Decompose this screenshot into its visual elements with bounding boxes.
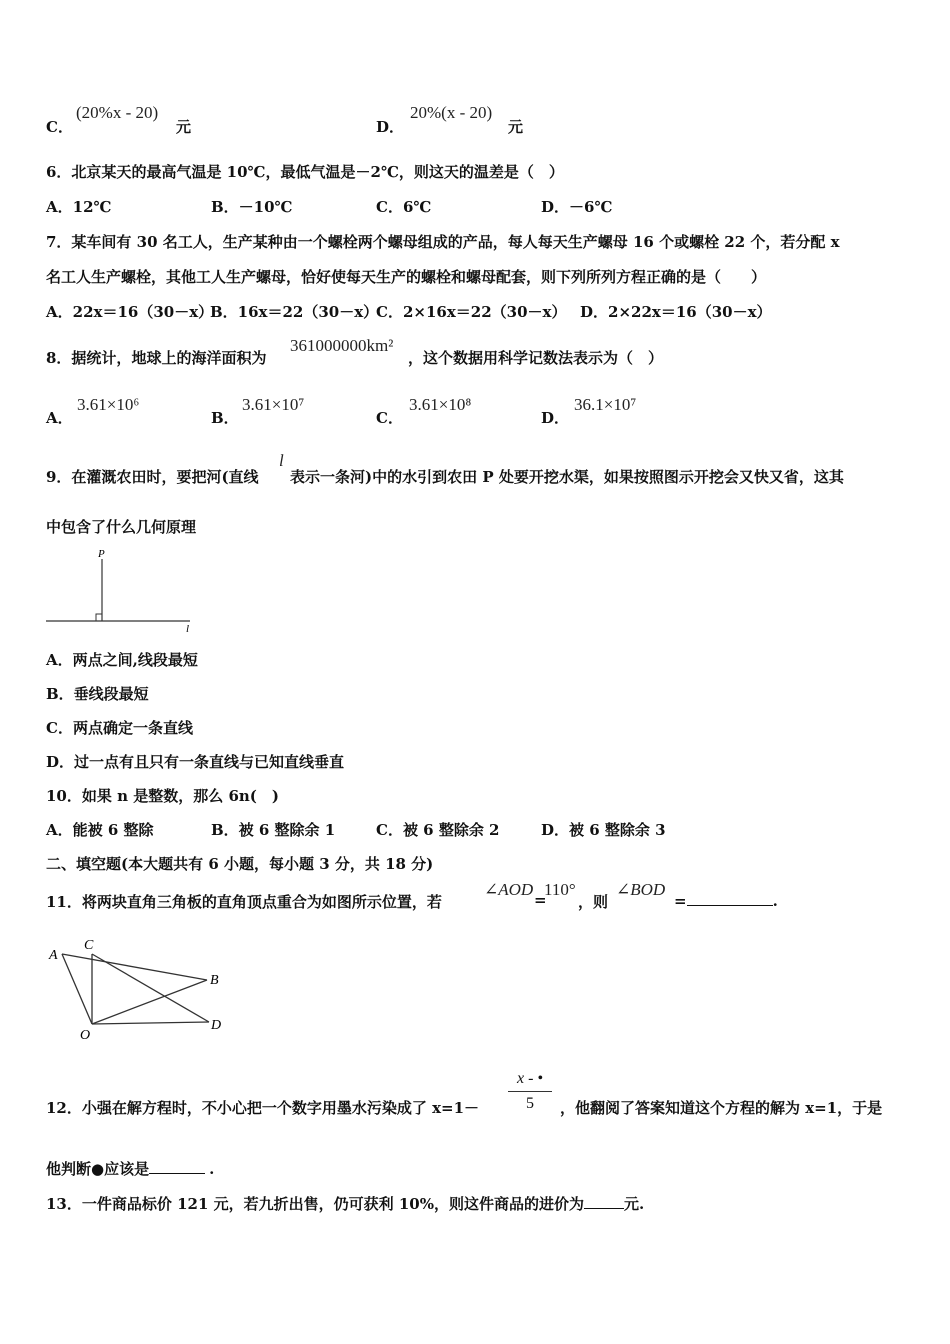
q8-option-c-label: C． [376, 409, 403, 427]
q7-option-b: B．16x＝22（30－x） [210, 303, 379, 321]
q9-stem-variable: l [279, 451, 284, 470]
q10-stem: 10．如果 n 是整数，那么 6n( ) [46, 787, 279, 805]
q8-stem-pre: 8．据统计，地球上的海洋面积为 [46, 349, 267, 367]
q10-option-c: C．被 6 整除余 2 [376, 821, 500, 839]
q11-figure [44, 932, 234, 1044]
q11-end: . [772, 892, 778, 910]
q9-option-c: C．两点确定一条直线 [46, 719, 193, 737]
q7-option-c: C．2×16x＝22（30－x） [376, 303, 567, 321]
q8-stem-value: 361000000km² [290, 336, 394, 355]
segment-cd [92, 954, 209, 1022]
q13-stem-post: 元. [623, 1195, 645, 1213]
q6-stem: 6．北京某天的最高气温是 10℃，最低气温是－2℃，则这天的温差是（ ） [46, 163, 564, 181]
q12-line2-text: 他判断●应该是 [46, 1160, 150, 1178]
point-p-label: P [98, 548, 105, 560]
q7-stem-line2: 名工人生产螺栓，其他工人生产螺母，恰好使每天生产的螺栓和螺母配套，则下列所列方程正确的是（ ） [46, 268, 767, 286]
label-o: O [80, 1028, 91, 1043]
q10-option-a: A．能被 6 整除 [46, 821, 154, 839]
q11-stem-mid: ，则 [578, 893, 609, 911]
q11-answer-blank[interactable] [687, 891, 773, 906]
q13-stem-pre: 13．一件商品标价 121 元，若九折出售，仍可获利 10%，则这件商品的进价为 [46, 1195, 584, 1213]
q7-stem-line1: 7．某车间有 30 名工人，生产某种由一个螺栓两个螺母组成的产品，每人每天生产螺母 16 个或螺栓 22 个，若分配 x [46, 233, 840, 251]
q5-option-d-unit: 元 [508, 118, 524, 136]
fraction-numerator: x - • [516, 1070, 544, 1087]
q9-option-a: A．两点之间,线段最短 [46, 651, 198, 669]
fraction-denominator: 5 [508, 1091, 552, 1113]
option-label: C． [46, 118, 73, 136]
q5-option-c-expression: (20%x - 20) [76, 103, 159, 122]
section-heading: 二、填空题(本大题共有 6 小题，每小题 3 分，共 18 分) [46, 855, 434, 873]
q5-option-c [46, 116, 73, 137]
label-c: C [84, 938, 94, 953]
q9-option-b: B．垂线段最短 [46, 685, 149, 703]
q12-fraction [508, 1070, 552, 1113]
label-a: A [49, 948, 58, 963]
line-l-label: l [186, 623, 190, 635]
q13-stem [46, 1193, 644, 1214]
q8-option-b-value: 3.61×10⁷ [242, 395, 305, 414]
q11-answer [674, 891, 778, 910]
segment-ao [62, 954, 92, 1024]
q11-angle-bod: ∠BOD [616, 880, 666, 899]
q9-option-d: D．过一点有且只有一条直线与已知直线垂直 [46, 753, 345, 771]
q12-line2 [46, 1158, 214, 1179]
segment-od [92, 1022, 209, 1024]
q12-answer-blank[interactable] [149, 1159, 205, 1174]
q13-answer-blank[interactable] [584, 1194, 624, 1209]
q8-option-c-value: 3.61×10⁸ [409, 395, 472, 414]
q10-option-b: B．被 6 整除余 1 [211, 821, 336, 839]
q9-stem-post: 表示一条河)中的水引到农田 P 处要开挖水渠，如果按照图示开挖会又快又省，这其 [290, 468, 844, 486]
q12-end: . [209, 1160, 215, 1178]
segment-ab [62, 954, 207, 980]
q8-option-d-value: 36.1×10⁷ [574, 395, 637, 414]
q8-option-a-label: A． [46, 409, 73, 427]
q9-stem-pre: 9．在灌溉农田时，要把河(直线 [46, 468, 259, 486]
q5-option-c-unit: 元 [176, 118, 192, 136]
q11-equals-1: = [534, 891, 547, 909]
q8-stem-post: ，这个数据用科学记数法表示为（ ） [408, 349, 664, 367]
label-d: D [211, 1018, 222, 1033]
label-b: B [210, 973, 219, 988]
q6-option-a: A．12℃ [46, 198, 112, 216]
q6-option-d: D．－6℃ [541, 198, 613, 216]
q8-option-d-label: D． [541, 409, 570, 427]
q9-stem-line2: 中包含了什么几何原理 [46, 518, 197, 536]
q5-option-d: D． [376, 118, 405, 136]
q6-option-b: B．－10℃ [211, 198, 293, 216]
q7-option-a: A．22x＝16（30－x） [46, 303, 214, 321]
q6-option-c: C．6℃ [376, 198, 432, 216]
q11-angle-aod: ∠AOD [484, 880, 534, 899]
segment-ob [92, 980, 207, 1024]
q12-stem-pre: 12．小强在解方程时，不小心把一个数字用墨水污染成了 x=1－ [46, 1099, 480, 1117]
q11-angle-value: 110° [544, 880, 576, 899]
q7-option-d: D．2×22x＝16（30－x） [580, 303, 772, 321]
q10-option-d: D．被 6 整除余 3 [541, 821, 666, 839]
q11-stem-pre: 11．将两块直角三角板的直角顶点重合为如图所示位置，若 [46, 893, 442, 911]
q5-option-d-expression: 20%(x - 20) [410, 103, 493, 122]
q9-figure [40, 545, 210, 637]
q8-option-b-label: B． [211, 409, 239, 427]
q11-equals-2: = [674, 892, 687, 910]
q12-stem-post: ，他翻阅了答案知道这个方程的解为 x=1，于是 [560, 1099, 883, 1117]
right-angle-mark [96, 614, 102, 621]
q8-option-a-value: 3.61×10⁶ [77, 395, 140, 414]
